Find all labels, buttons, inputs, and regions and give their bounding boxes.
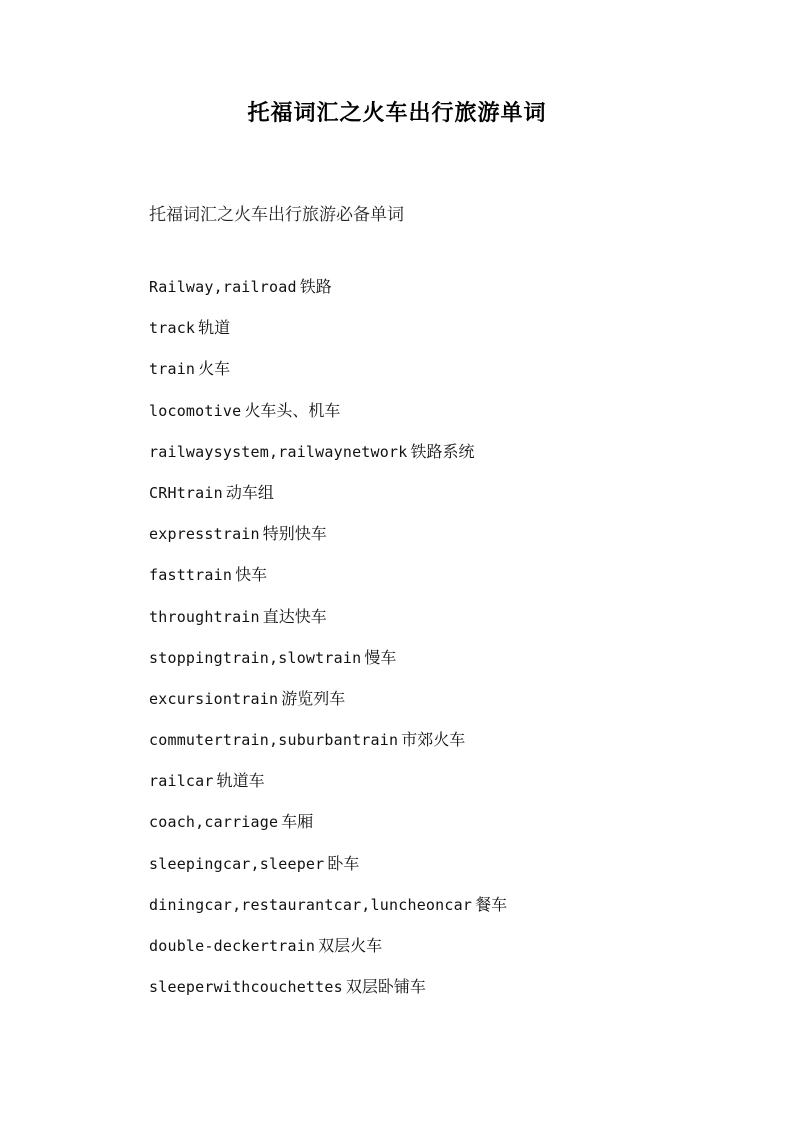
- vocab-meaning: 餐车: [475, 894, 508, 914]
- vocab-entry: [149, 563, 507, 604]
- vocab-term: train: [149, 360, 196, 379]
- vocab-meaning: 特别快车: [262, 524, 327, 544]
- vocab-meaning: 动车组: [225, 482, 274, 502]
- vocab-meaning: 铁路: [299, 277, 332, 296]
- vocab-meaning: 直达快车: [262, 606, 327, 626]
- vocab-meaning: 轨道车: [216, 771, 265, 791]
- vocab-term: expresstrain: [149, 525, 260, 544]
- vocab-entry: [149, 646, 507, 687]
- vocab-entry: [149, 275, 507, 316]
- vocab-term: excursiontrain: [149, 689, 279, 708]
- vocab-term: Railway,railroad: [149, 278, 297, 296]
- vocab-entry: [149, 399, 507, 440]
- vocab-meaning: 双层卧铺车: [345, 977, 426, 997]
- vocab-meaning: 轨道: [198, 318, 231, 338]
- vocab-term: CRHtrain: [149, 483, 223, 502]
- vocab-entry: [149, 852, 507, 893]
- vocab-term: locomotive: [149, 401, 242, 420]
- vocab-entry: [149, 481, 507, 522]
- vocab-term: railcar: [149, 772, 214, 791]
- vocab-meaning: 游览列车: [281, 688, 346, 708]
- vocab-entry: [149, 440, 507, 481]
- vocab-entry: [149, 687, 507, 728]
- vocab-meaning: 快车: [235, 565, 268, 585]
- vocab-term: fasttrain: [149, 566, 233, 585]
- vocab-entry: [149, 975, 507, 1016]
- vocab-entry: [149, 522, 507, 563]
- vocab-entry: [149, 893, 507, 934]
- vocab-entry: [149, 728, 507, 769]
- vocab-entry: [149, 934, 507, 975]
- vocab-term: diningcar,restaurantcar,luncheoncar: [149, 895, 473, 914]
- vocab-term: sleepingcar,sleeper: [149, 854, 325, 873]
- vocab-term: coach,carriage: [149, 813, 279, 832]
- vocab-meaning: 慢车: [364, 647, 397, 667]
- vocab-meaning: 双层火车: [318, 936, 383, 955]
- document-title: 托福词汇之火车出行旅游单词: [247, 100, 547, 126]
- vocab-term: stoppingtrain,slowtrain: [149, 648, 362, 667]
- vocab-meaning: 火车: [198, 359, 231, 379]
- vocab-meaning: 市郊火车: [401, 730, 466, 750]
- vocab-entry: [149, 605, 507, 646]
- vocab-term: sleeperwithcouchettes: [149, 978, 343, 997]
- document-subtitle: 托福词汇之火车出行旅游必备单词: [149, 205, 404, 225]
- vocabulary-list: [149, 275, 507, 1016]
- vocab-term: double-deckertrain: [149, 937, 316, 955]
- vocab-term: track: [149, 319, 196, 338]
- vocab-term: commutertrain,suburbantrain: [149, 731, 399, 750]
- vocab-entry: [149, 810, 507, 851]
- vocab-entry: [149, 357, 507, 398]
- vocab-entry: [149, 316, 507, 357]
- vocab-meaning: 卧车: [327, 853, 360, 873]
- vocab-meaning: 车厢: [281, 812, 314, 832]
- vocab-entry: [149, 769, 507, 810]
- vocab-meaning: 火车头、机车: [244, 400, 341, 420]
- vocab-term: throughtrain: [149, 607, 260, 626]
- vocab-term: railwaysystem,railwaynetwork: [149, 442, 408, 461]
- vocab-meaning: 铁路系统: [410, 441, 475, 461]
